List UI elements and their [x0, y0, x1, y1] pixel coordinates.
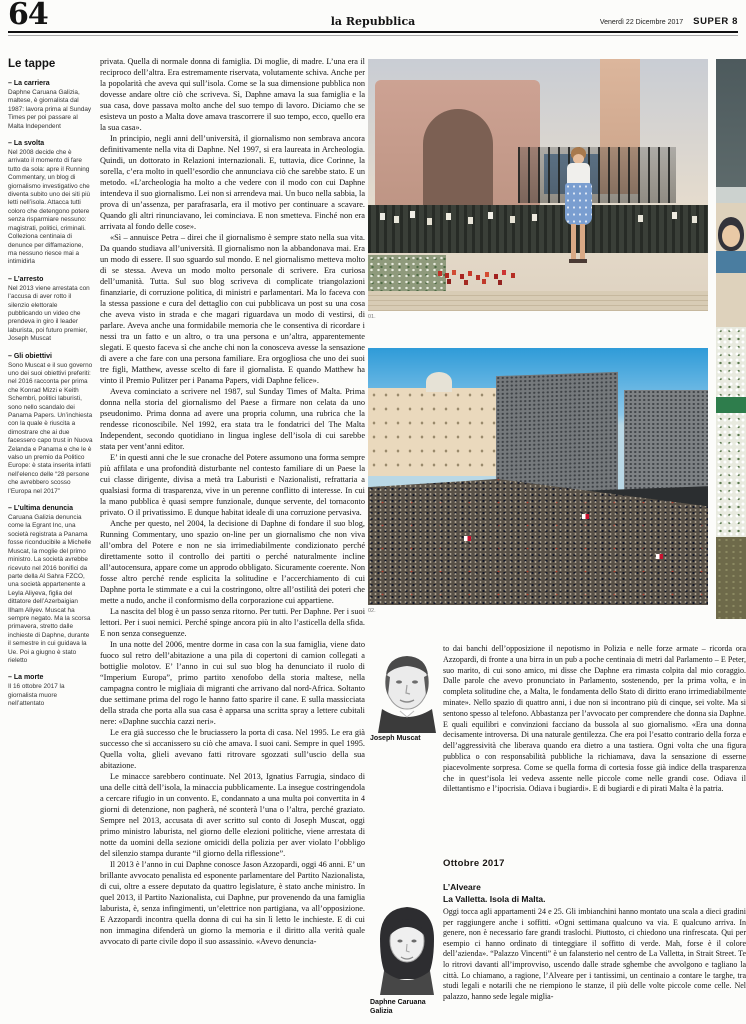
- article-paragraph: Anche per questo, nel 2004, la decisione di Daphne di fondare il suo blog, Running Commentary, uno spazio on-line per un giornalismo che non viva all’ombra del Potere e non ne sia irrimediabilmente condizionato perché direttamente sotto il controllo dei partiti o perché naturalmente incline all’autocensura, appare come un approdo obbligato. Sicuramente coerente. Non fosse altro perché rende esplicita la solitudine e l’accerchiamento di cui Daphne porta le stimmate e a cui la costringono, oltre all’ostilità dei poteri che mette a nudo, anche il conformismo della corporazione cui appartiene.: [100, 519, 365, 605]
- parliament-block: [496, 372, 618, 498]
- portrait-daphne-caruana-galizia: [370, 901, 444, 995]
- flower-bed: [716, 537, 746, 619]
- mural-building: [716, 59, 746, 187]
- timeline-item-last-report: – L’ultima denuncia Caruana Galizia denuncia come la Egrant Inc, una società registrata a Panama fosse riconducibile a Michelle Muscat, la moglie del primo ministro. La società avrebbe ricevuto nel 2016 bonifici da parte della Al Sahra FZCO, una società appartenente a Leyla Aliyeva, figlia del dittatore dell’Azerbaigian Ilham Aliyev. Muscat ha sempre negato. Ma la scorsa primavera, stretto dalle inchieste di Daphne, durante il semestre in cui guidava la Ue. Poi a giugno è stato rieletto: [8, 505, 92, 664]
- balcony-band: [716, 187, 746, 203]
- article-body-column: [100, 56, 365, 1024]
- memorial-notes: [380, 213, 385, 220]
- page-number: 64: [8, 0, 48, 32]
- parliament-block: [624, 390, 708, 502]
- masthead: la Repubblica: [330, 15, 416, 28]
- article-paragraph: Aveva cominciato a scrivere nel 1987, sul Sunday Times of Malta. Prima donna nella storia del giornalismo del Paese a firmare non celata da uno pseudonimo. Prima donna ad avere una propria column, una rubrica che la rendesse riconoscibile. Nel 1992, era stata tra le fondatrici del The Malta Independent, secondo quotidiano in lingua inglese dell’isola di cui sarebbe stata per vent’anni editor.: [100, 387, 365, 451]
- edition-label: SUPER 8: [693, 16, 738, 27]
- malta-flag: [582, 514, 589, 519]
- child-dress: [565, 183, 592, 225]
- photo-protest-parliament: [368, 348, 708, 605]
- child-leg: [580, 224, 585, 260]
- section-body: Oggi tocca agli appartamenti 24 e 25. Gli imbianchini hanno montato una scala a dieci gradini per raggiungere anche i soffitti. «Ogni settimana qualcuno va via. E qualcuno arriva. In genere, non è necessario fare grandi traslochi. Piuttosto, ci chiedono una rinfrescata. Qui per esempio ci hanno ordinato di tinteggiare il soffitto di verde. Mah, forse è il colore dell’azienda». “Palazzo Vincenti” è un falansterio nel centro de La Valletta, in Strait Street. Te lo ritrovi davanti all’improvviso, uscendo dalle strade sghembe che avvolgono e tagliano la città. Lo chiamano, a ragione, l’Alveare per i tantissimi, un centinaio a contare le targhe, tra studi legali e notarili che ne riempiono le stanze, il più delle volte piccole come celle. Nel palazzo, hanno sede legale miglia-: [443, 907, 746, 1001]
- wooden-planks: [368, 291, 708, 311]
- timeline-item-career: – La carriera Daphne Caruana Galizia, maltese, è giornalista dal 1987: lavora prima al Sunday Times per poi passare al Malta Independent: [8, 80, 92, 130]
- article-paragraph: to dai banchi dell’opposizione il nepotismo in Polizia e nelle forze armate – ricorda ora Azzopardi, di fronte a una birra in un pub a poche centinaia di metri dal Parlamento – E Peter, suo marito, di cui sono amico, mi disse che Daphne era rimasta colpita dal mio coraggio. Dalle parole che avevo pronunciato in Parlamento, sostenendo, per la prima volta, e in completa solitudine che, a Malta, le fondamenta dello Stato di diritto erano irrimediabilmente minate». Nello spazio di quattro anni, i due non si incontrano più di cinque, sei volte. Ma si sentono spesso al telefono. Abbastanza per l’avvocato per comprendere che donna sia Daphne. E quali equilibri e convinzioni facciano da bussola al suo giornalismo. «Era una donna decisamente introversa. Di una naturale gentilezza. Che era poi l’esatto contrario della forza e dell’aggressività che liberava quando era dietro a una tastiera. Ogni volta che una figura pubblica o con responsabilità pubbliche la richiamava, dava la sensazione di esserne piacevolmente sorpresa. Come se quella forma di cortesia fosse già indice della trasparenza che in quest’isola lei vedeva assente nelle piccole come nelle grandi cose. Odiava il dilettantismo e l’ipocrisia. Odiava i bugiardi». E di bugiardi e di pirati Malta è la patria.: [443, 644, 746, 794]
- article-paragraph: Le era già successo che le bruciassero la porta di casa. Nel 1995. Le era già successo che si accanissero su ciò che amava. I suoi cani. Sempre in quel 1995. Quella volta, glieli avevano fatti ritrovare sgozzati sull’uscio della sua abitazione.: [100, 728, 365, 770]
- timeline-item-death: – La morte Il 16 ottobre 2017 la giornalista muore nell’attentato: [8, 674, 65, 708]
- photo1-caption: 01.: [368, 314, 376, 320]
- dome: [426, 372, 452, 392]
- mural-face: [722, 225, 740, 247]
- mural-scarf: [716, 251, 746, 273]
- section-title: L’Alveare: [443, 882, 481, 892]
- photo-strip-daphne-mural: [716, 59, 746, 619]
- memorial-flowers: [368, 255, 446, 295]
- article-paragraph: La nascita del blog è un passo senza ritorno. Per tutti. Per Daphne. Per i suoi lettori. Per i suoi nemici. Perché spinge ancora più in alto l’asticella della sfida. E non senza conseguenze.: [100, 607, 365, 638]
- header-rule: [8, 31, 738, 36]
- issue-date: Venerdì 22 Dicembre 2017: [599, 19, 684, 26]
- daphne-sketch: [370, 901, 444, 995]
- daphne-caption: Daphne Caruana Galizia: [370, 999, 426, 1015]
- article-paragraph: privata. Quella di normale donna di famiglia. Di moglie, di madre. L’una era il reciproco dell’altra. Era estremamente riservata, volutamente schiva. Anche per la popolarità che aveva qui sull’isola. Come se la sua dimensione pubblica non dovesse andare oltre ciò che scriveva. Sì, Daphne amava la sua famiglia e la sua casa, dove passava molto anche del suo tempo di lavoro. Diciamo che se esisteva un posto a Malta dove amava trascorrere il suo tempo, ecco, quello era la sua casa».: [100, 57, 365, 132]
- portrait-joseph-muscat: [370, 647, 444, 733]
- sidebar-title: Le tappe: [8, 58, 56, 70]
- child-shoes: [569, 259, 587, 263]
- section-kicker: Ottobre 2017: [443, 858, 505, 869]
- memorial-fence: [368, 205, 708, 253]
- timeline-item-arrest: – L’arresto Nel 2013 viene arrestata con l’accusa di aver rotto il silenzio elettorale pubblicando un video che prendeva in giro il leader laburista, poi futuro premier, Joseph Muscat: [8, 275, 90, 343]
- malta-flag: [464, 536, 471, 541]
- article-paragraph: In principio, negli anni dell’università, il giornalismo non sembrava ancora definitivamente nella vita di Daphne. Nel 1997, si era laureata in Archeologia. Quindi, un dottorato in Relazioni internazionali. E, tuttavia, dice Corinne, la sorella, c’era molto in quell’esordio che annunciava ciò che sarebbe stato. E un metodo. «L’archeologia ha molto a che vedere con il modo con cui Daphne intendeva il suo giornalismo. Lei non si arrendeva mai. Un buco nella sabbia, la prova di un’assenza, per parafrasarla, era il motivo per continuare a scavare. Quando gli altri rinunciavano, lei cominciava. E non smetteva. Finché non era arrivata al fondo delle cose».: [100, 134, 365, 231]
- child-leg: [571, 224, 576, 260]
- timeline-sidebar: [8, 58, 93, 718]
- railing: [518, 147, 676, 203]
- article-paragraph: «Sì – annuisce Petra – direi che il giornalismo è sempre stato nella sua vita. Da quando studiava all’università. Il giornalismo non la abbandonava mai. Era un modo di essere. Il suo sguardo sul mondo. E nel giornalismo metteva molto di se stessa. Aveva un modo molto personale di scrivere. Era curiosa dell’umanità. Tutta. Sul suo blog scriveva di complicate triangolazioni finanziarie, di corruzione politica, di ministri e parlamentari. Ma lo faceva con la stessa passione e cura del dettaglio con cui pubblicava un post su una cosa che aveva visto in strada e che magari riguardava un modo di vestirsi, di parlare. Aveva anche una formidabile memoria che le consentiva di ricordare i nessi tra un fatto e un altro, o tra una persona e un’altra, apparentemente slegati. E questo faceva sì che anche chi non la conosceva avesse la sensazione di avere a che fare con una persona familiare. Era orgogliosa che uno dei suoi tre figli, Matthew, avesse scelto di fare il giornalista. E quando Matthew ha vinto il Premio Pulitzer per i Panama Papers, vidi Daphne felice».: [100, 233, 365, 385]
- memorial-candles: [438, 271, 442, 276]
- article-paragraph: E’ in questi anni che le sue cronache del Potere assumono una forma sempre più affilata e una profondità disturbante nel contesto familiare di un Paese la cui classe dirigente, divisa a metà tra Laburisti e Nazionalisti, refrattaria a qualsiasi forma di trasparenza, vive in un perenne conflitto di interesse. In cui la mano pubblica è quasi sempre funzionale, dunque servente, del tornaconto privato. O il privatissimo. E dunque habitat ideale di una corruzione pervasiva.: [100, 453, 365, 517]
- photo-memorial-child: [368, 59, 708, 311]
- article-paragraph: In una notte del 2006, mentre dorme in casa con la sua famiglia, viene dato fuoco sul retro dell’abitazione a una pila di copertoni di camion collegati a bottiglie molotov. E’ l’anno in cui sul suo blog ha denunciato il ruolo di “Imperium Europa”, primo partito xenofobo della storia maltese, nella campagna contro le migliaia di migranti che arrivano dal nord-Africa. Soltanto due settimane prima del rogo le hanno fatto sparire il cane. E sulla massicciata della strada che porta alla sua casa è apparsa una scritta spray a lettere cubitali nere: «Daphne succhia cazzi neri».: [100, 640, 365, 726]
- monument-arch: [423, 109, 493, 220]
- section-subtitle: La Valletta. Isola di Malta.: [443, 894, 546, 904]
- timeline-item-targets: – Gli obiettivi Sono Muscat e il suo governo uno dei suoi obiettivi preferiti: nel 2016 racconta per prima che Konrad Mizzi e Keith Schembri, politici laburisti, sono nello scandalo dei Panama Papers. Un’inchiesta con la quale è riuscita a dimostrare che ai due facessero capo trust in Nuova Zelanda e Panama e che le è valso un premio da Politico Europe: è stata inserita infatti nell’elenco delle “28 persone che avrebbero scosso l’Europa nel 2017”: [8, 352, 93, 495]
- article-continuation-column: [443, 644, 746, 848]
- header-right: [600, 16, 738, 27]
- article-paragraph: Le minacce sarebbero continuate. Nel 2013, Ignatius Farrugia, sindaco di una delle città dell’isola, la minaccia pubblicamente. La insegue costringendola a cercare rifugio in un convento. E, condannato a una multa poi convertita in 4 giorni di detenzione, non pagherà, né sconterà l’una o l’altra, perché graziato. Sempre nel 2013, accusata di aver scritto sul conto di Joseph Muscat, oggi primo ministro laburista, nel giorno delle elezioni politiche, viene arrestata di notte da uomini della sezione omicidi della polizia per aver violato l’obbligo del silenzio stampa durante “il giorno della riflessione”.: [100, 772, 365, 858]
- article-paragraph: Il 2013 è l’anno in cui Daphne conosce Jason Azzopardi, oggi 46 anni. E’ un brillante avvocato penalista ed esponente parlamentare del Partito Nazionalista, di cui, oltre a essere deputato da quattro legislature, è stato anche ministro. In quel 2013, il Partito Nazionalista, cui Daphne, pur provenendo da una famiglia laburista, è, senza infingimenti, un’elettrice non partigiana, va all’opposizione. E Azzopardi incontra quella donna di cui ha sin lì letto le inchieste. E di cui non immagina difenderà un giorno la memoria e il diritto alla verità quale avvocato di parte civile dopo il suo assassinio. «Avevo denuncia-: [100, 860, 365, 946]
- malta-flag: [656, 554, 663, 559]
- joseph-muscat-caption: Joseph Muscat: [370, 735, 421, 742]
- timeline-item-turning-point: – La svolta Nel 2008 decide che è arrivato il momento di fare tutto da sola: apre il Running Commentary, un blog di giornalismo investigativo che diventa subito uno dei siti più letti nell’isola. Attacca tutti coloro che detengono potere senza risparmiare nessuno: magistrati, politici, criminali. Colleziona centinaia di denunce per diffamazione, ma nessuno riesce mai a intimidirla: [8, 140, 91, 266]
- photo2-caption: 02.: [368, 608, 376, 614]
- joseph-muscat-sketch: [370, 647, 444, 733]
- flower-wreaths: [716, 327, 746, 537]
- green-banner: [716, 397, 746, 413]
